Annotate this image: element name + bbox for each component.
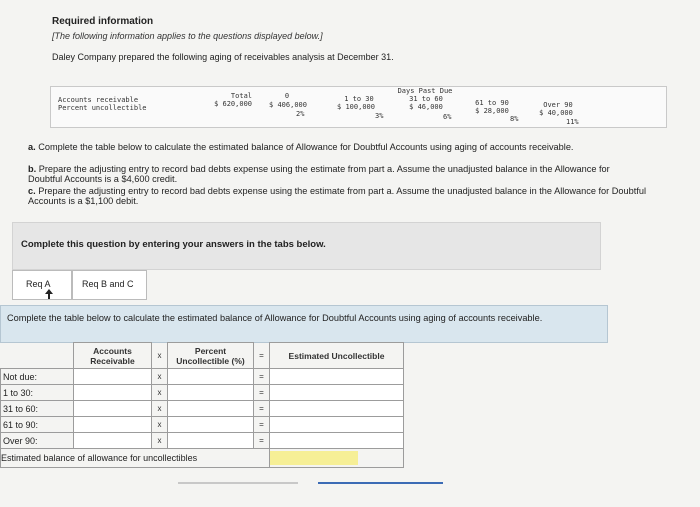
aging-col-percent: 2% bbox=[296, 110, 305, 118]
equals-sign: = bbox=[254, 385, 270, 401]
table-header-row bbox=[1, 343, 404, 369]
row-label-percent: Percent uncollectible bbox=[58, 104, 147, 112]
tab-req-b-and-c-label: Req B and C bbox=[82, 279, 134, 289]
percent-input[interactable] bbox=[168, 369, 254, 385]
percent-input[interactable] bbox=[168, 401, 254, 417]
equals-sign: = bbox=[254, 417, 270, 433]
aging-col-percent: 3% bbox=[375, 112, 384, 120]
times-sign: x bbox=[152, 385, 168, 401]
row-label: Not due: bbox=[1, 369, 74, 385]
question-c-text: Prepare the adjusting entry to record bad debts expense using the estimate from part a. Assume the unadjusted balance in the Allowance for Doubtful Accounts is a $1,100 debit. bbox=[28, 186, 646, 206]
header-times: x bbox=[157, 350, 162, 360]
row-label: Over 90: bbox=[1, 433, 74, 449]
table-row bbox=[1, 433, 404, 449]
estimated-input[interactable] bbox=[270, 417, 404, 433]
question-a bbox=[28, 142, 633, 152]
tab-req-b-and-c[interactable] bbox=[72, 270, 147, 300]
receivable-input[interactable] bbox=[74, 401, 152, 417]
equals-sign: = bbox=[254, 369, 270, 385]
percent-input[interactable] bbox=[168, 417, 254, 433]
estimated-input[interactable] bbox=[270, 433, 404, 449]
tab-req-a-label: Req A bbox=[26, 279, 51, 289]
receivable-input[interactable] bbox=[74, 385, 152, 401]
question-c bbox=[28, 186, 658, 206]
aging-table bbox=[0, 342, 404, 468]
estimated-input[interactable] bbox=[270, 369, 404, 385]
row-label: 1 to 30: bbox=[1, 385, 74, 401]
times-sign: x bbox=[152, 369, 168, 385]
header-percent: Percent Uncollectible (%) bbox=[168, 343, 254, 369]
receivable-input[interactable] bbox=[74, 369, 152, 385]
tab-req-a[interactable] bbox=[12, 270, 72, 300]
equals-sign: = bbox=[254, 433, 270, 449]
equals-sign: = bbox=[254, 401, 270, 417]
aging-col-receivable: $ 100,000 bbox=[337, 103, 375, 111]
divider-line bbox=[178, 482, 298, 484]
table-row bbox=[1, 369, 404, 385]
times-sign: x bbox=[152, 401, 168, 417]
total-label: Estimated balance of allowance for uncollectibles bbox=[1, 449, 270, 468]
receivable-input[interactable] bbox=[74, 417, 152, 433]
total-estimated-input[interactable] bbox=[270, 451, 358, 465]
cursor-arrow-icon bbox=[45, 289, 53, 299]
question-c-tag: c. bbox=[28, 186, 36, 196]
aging-col-percent: 8% bbox=[510, 115, 519, 123]
aging-col-receivable: $ 46,000 bbox=[409, 103, 443, 111]
aging-col-header: 31 to 60 bbox=[409, 95, 443, 103]
instruction-panel bbox=[0, 305, 608, 343]
aging-col-header: Total bbox=[230, 92, 252, 100]
times-sign: x bbox=[152, 433, 168, 449]
instructions-banner bbox=[12, 222, 601, 270]
table-row bbox=[1, 385, 404, 401]
question-a-text: Complete the table below to calculate the estimated balance of Allowance for Doubtful Accounts using aging of accounts receivable. bbox=[38, 142, 574, 152]
banner-text: Complete this question by entering your answers in the tabs below. bbox=[21, 239, 326, 250]
aging-col-percent: 11% bbox=[566, 118, 579, 126]
aging-col-percent: 6% bbox=[443, 113, 452, 121]
days-past-due-label: Days Past Due bbox=[397, 87, 453, 95]
question-a-tag: a. bbox=[28, 142, 36, 152]
accent-line bbox=[318, 482, 443, 484]
header-accounts-receivable: Accounts Receivable bbox=[74, 343, 152, 369]
intro-text: [The following information applies to the questions displayed below.] bbox=[52, 31, 323, 41]
total-cell bbox=[270, 449, 404, 468]
aging-col-receivable: $ 40,000 bbox=[539, 109, 573, 117]
estimated-input[interactable] bbox=[270, 401, 404, 417]
company-text: Daley Company prepared the following aging of receivables analysis at December 31. bbox=[52, 52, 394, 62]
aging-col-receivable: $ 620,000 bbox=[214, 100, 252, 108]
header-estimated: Estimated Uncollectible bbox=[270, 343, 404, 369]
receivable-input[interactable] bbox=[74, 433, 152, 449]
estimated-input[interactable] bbox=[270, 385, 404, 401]
instruction-text: Complete the table below to calculate the estimated balance of Allowance for Doubtful Accounts using aging of accounts receivable. bbox=[7, 313, 543, 323]
aging-col-header: Over 90 bbox=[543, 101, 573, 109]
times-sign: x bbox=[152, 417, 168, 433]
question-b-text: Prepare the adjusting entry to record bad debts expense using the estimate from part a. Assume the unadjusted balance in the Allowance for Doubtful Accounts is a $4,600 credit. bbox=[28, 164, 610, 184]
percent-input[interactable] bbox=[168, 385, 254, 401]
table-row bbox=[1, 417, 404, 433]
aging-col-receivable: $ 406,000 bbox=[269, 101, 307, 109]
aging-col-header: 61 to 90 bbox=[475, 99, 509, 107]
question-b-tag: b. bbox=[28, 164, 37, 174]
table-total-row bbox=[1, 449, 404, 468]
header-equals: = bbox=[259, 350, 264, 360]
row-label: 31 to 60: bbox=[1, 401, 74, 417]
aging-col-receivable: $ 28,000 bbox=[475, 107, 509, 115]
percent-input[interactable] bbox=[168, 433, 254, 449]
required-info-title: Required information bbox=[52, 16, 154, 27]
aging-col-header: 0 bbox=[284, 92, 290, 100]
row-label-receivable: Accounts receivable bbox=[58, 96, 139, 104]
header-blank bbox=[1, 343, 74, 369]
aging-col-header: 1 to 30 bbox=[344, 95, 374, 103]
question-b bbox=[28, 164, 643, 184]
row-label: 61 to 90: bbox=[1, 417, 74, 433]
table-row bbox=[1, 401, 404, 417]
